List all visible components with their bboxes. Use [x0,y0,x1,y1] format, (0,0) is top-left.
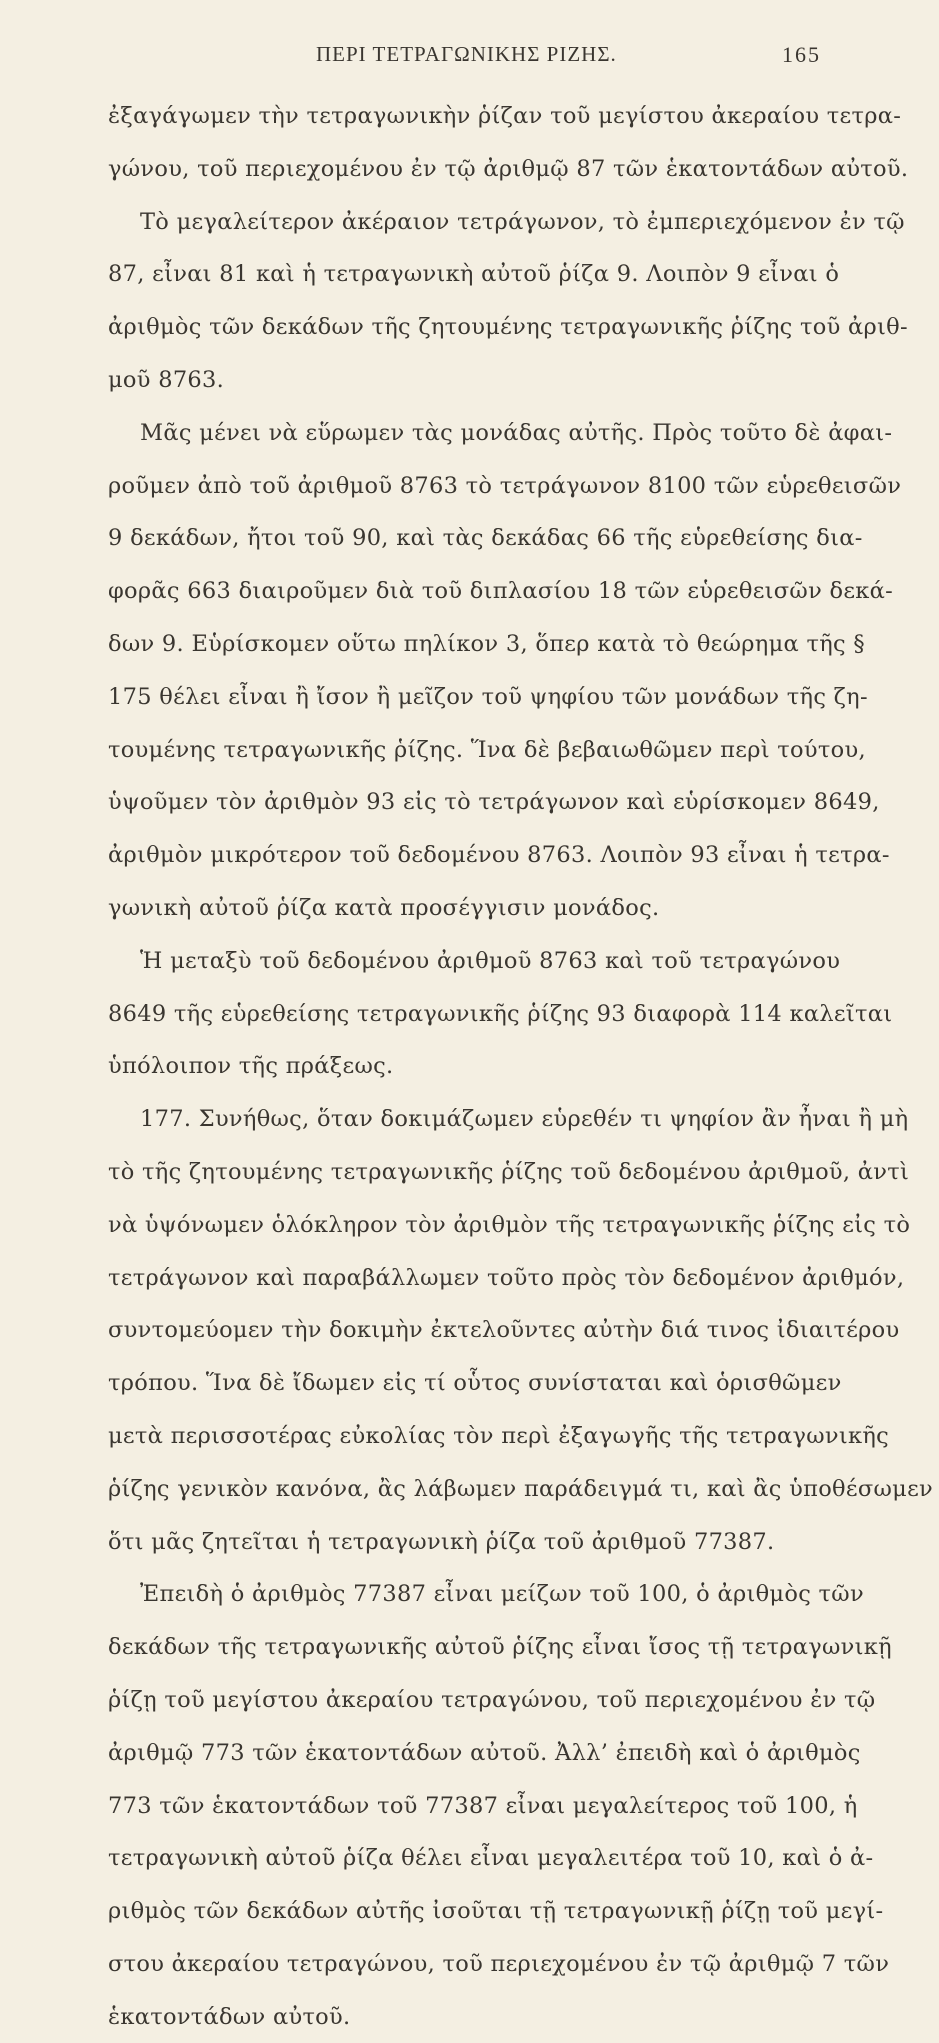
text-line: 773 τῶν ἑκατοντάδων τοῦ 77387 εἶναι μεγαλείτερος τοῦ 100, ἡ [108,1792,858,1819]
text-line: ῥίζης γενικὸν κανόνα, ἂς λάβωμεν παράδειγμά τι, καὶ ἂς ὑποθέσωμεν [108,1475,934,1502]
text-line: γωνικὴ αὐτοῦ ῥίζα κατὰ προσέγγισιν μονάδος. [108,894,660,921]
text-line: ὅτι μᾶς ζητεῖται ἡ τετραγωνικὴ ῥίζα τοῦ ἀριθμοῦ 77387. [108,1528,775,1555]
text-line: ὑψοῦμεν τὸν ἀριθμὸν 93 εἰς τὸ τετράγωνον καὶ εὑρίσκομεν 8649, [108,789,880,816]
text-line: στου ἀκεραίου τετραγώνου, τοῦ περιεχομένου ἐν τῷ ἀριθμῷ 7 τῶν [108,1950,890,1977]
text-line: 175 θέλει εἶναι ἢ ἴσον ἢ μεῖζον τοῦ ψηφίου τῶν μονάδων τῆς ζη- [108,683,868,710]
text-line: δεκάδων τῆς τετραγωνικῆς αὐτοῦ ῥίζης εἶναι ἴσος τῇ τετραγωνικῇ [108,1634,892,1661]
text-line: μοῦ 8763. [108,366,225,393]
text-line: δων 9. Εὑρίσκομεν οὕτω πηλίκον 3, ὅπερ κατὰ τὸ θεώρημα τῆς § [108,630,865,657]
text-line: ριθμὸς τῶν δεκάδων αὐτῆς ἰσοῦται τῇ τετραγωνικῇ ῥίζῃ τοῦ μεγί- [108,1898,884,1925]
running-head [108,40,821,80]
running-title: ΠΕΡΙ ΤΕΤΡΑΓΩΝΙΚΗΣ ΡΙΖΗΣ. [316,42,617,66]
text-line: τετραγωνικὴ αὐτοῦ ῥίζα θέλει εἶναι μεγαλειτέρα τοῦ 10, καὶ ὁ ἀ- [108,1845,874,1872]
text-line: ἐξαγάγωμεν τὴν τετραγωνικὴν ῥίζαν τοῦ μεγίστου ἀκεραίου τετρα- [108,103,902,129]
text-line: ῥίζῃ τοῦ μεγίστου ἀκεραίου τετραγώνου, τοῦ περιεχομένου ἐν τῷ [108,1686,876,1713]
text-line: συντομεύομεν τὴν δοκιμὴν ἐκτελοῦντες αὐτὴν διά τινος ἰδιαιτέρου [108,1317,900,1344]
text-line: 177. Συνήθως, ὅταν δοκιμάζωμεν εὑρεθέν τι ψηφίον ἂν ἦναι ἢ μὴ [140,1106,909,1133]
text-line: 9 δεκάδων, ἤτοι τοῦ 90, καὶ τὰς δεκάδας 66 τῆς εὑρεθείσης δια- [108,525,863,552]
body-text [108,90,934,2043]
text-line: ἀριθμὸς τῶν δεκάδων τῆς ζητουμένης τετραγωνικῆς ῥίζης τοῦ ἀριθ- [108,314,908,341]
text-line: τρόπου. Ἵνα δὲ ἴδωμεν εἰς τί οὗτος συνίσταται καὶ ὁρισθῶμεν [108,1370,842,1397]
text-line: ροῦμεν ἀπὸ τοῦ ἀριθμοῦ 8763 τὸ τετράγωνον 8100 τῶν εὑρεθεισῶν [108,472,902,499]
text-line: ἀριθμῷ 773 τῶν ἑκατοντάδων αὐτοῦ. Ἀλλ’ ἐπειδὴ καὶ ὁ ἀριθμὸς [108,1739,861,1766]
text-line: 87, εἶναι 81 καὶ ἡ τετραγωνικὴ αὐτοῦ ῥίζα 9. Λοιπὸν 9 εἶναι ὁ [108,261,840,288]
text-line: φορᾶς 663 διαιροῦμεν διὰ τοῦ διπλασίου 18 τῶν εὑρεθεισῶν δεκά- [108,578,894,605]
text-line: Μᾶς μένει νὰ εὕρωμεν τὰς μονάδας αὐτῆς. Πρὸς τοῦτο δὲ ἀφαι- [140,419,893,446]
text-line: Τὸ μεγαλείτερον ἀκέραιον τετράγωνον, τὸ ἐμπεριεχόμενον ἐν τῷ [140,208,905,235]
text-line: τουμένης τετραγωνικῆς ῥίζης. Ἵνα δὲ βεβαιωθῶμεν περὶ τούτου, [108,736,866,763]
text-line: 8649 τῆς εὑρεθείσης τετραγωνικῆς ῥίζης 93 διαφορὰ 114 καλεῖται [108,1000,893,1027]
page-number: 165 [782,42,821,67]
text-line: γώνου, τοῦ περιεχομένου ἐν τῷ ἀριθμῷ 87 τῶν ἑκατοντάδων αὐτοῦ. [108,155,909,182]
text-line: τετράγωνον καὶ παραβάλλωμεν τοῦτο πρὸς τὸν δεδομένον ἀριθμόν, [108,1264,905,1291]
text-line: Ἐπειδὴ ὁ ἀριθμὸς 77387 εἶναι μείζων τοῦ 100, ὁ ἀριθμὸς τῶν [140,1581,864,1608]
text-line: μετὰ περισσοτέρας εὐκολίας τὸν περὶ ἐξαγωγῆς τῆς τετραγωνικῆς [108,1422,890,1449]
text-line: τὸ τῆς ζητουμένης τετραγωνικῆς ῥίζης τοῦ δεδομένου ἀριθμοῦ, ἀντὶ [108,1158,910,1185]
text-line: Ἡ μεταξὺ τοῦ δεδομένου ἀριθμοῦ 8763 καὶ τοῦ τετραγώνου [140,947,841,974]
text-line: ἑκατοντάδων αὐτοῦ. [108,2003,351,2030]
text-line: ἀριθμὸν μικρότερον τοῦ δεδομένου 8763. Λοιπὸν 93 εἶναι ἡ τετρα- [108,842,890,869]
text-line: νὰ ὑψόνωμεν ὁλόκληρον τὸν ἀριθμὸν τῆς τετραγωνικῆς ῥίζης εἰς τὸ [108,1211,911,1238]
text-line: ὑπόλοιπον τῆς πράξεως. [108,1053,394,1080]
